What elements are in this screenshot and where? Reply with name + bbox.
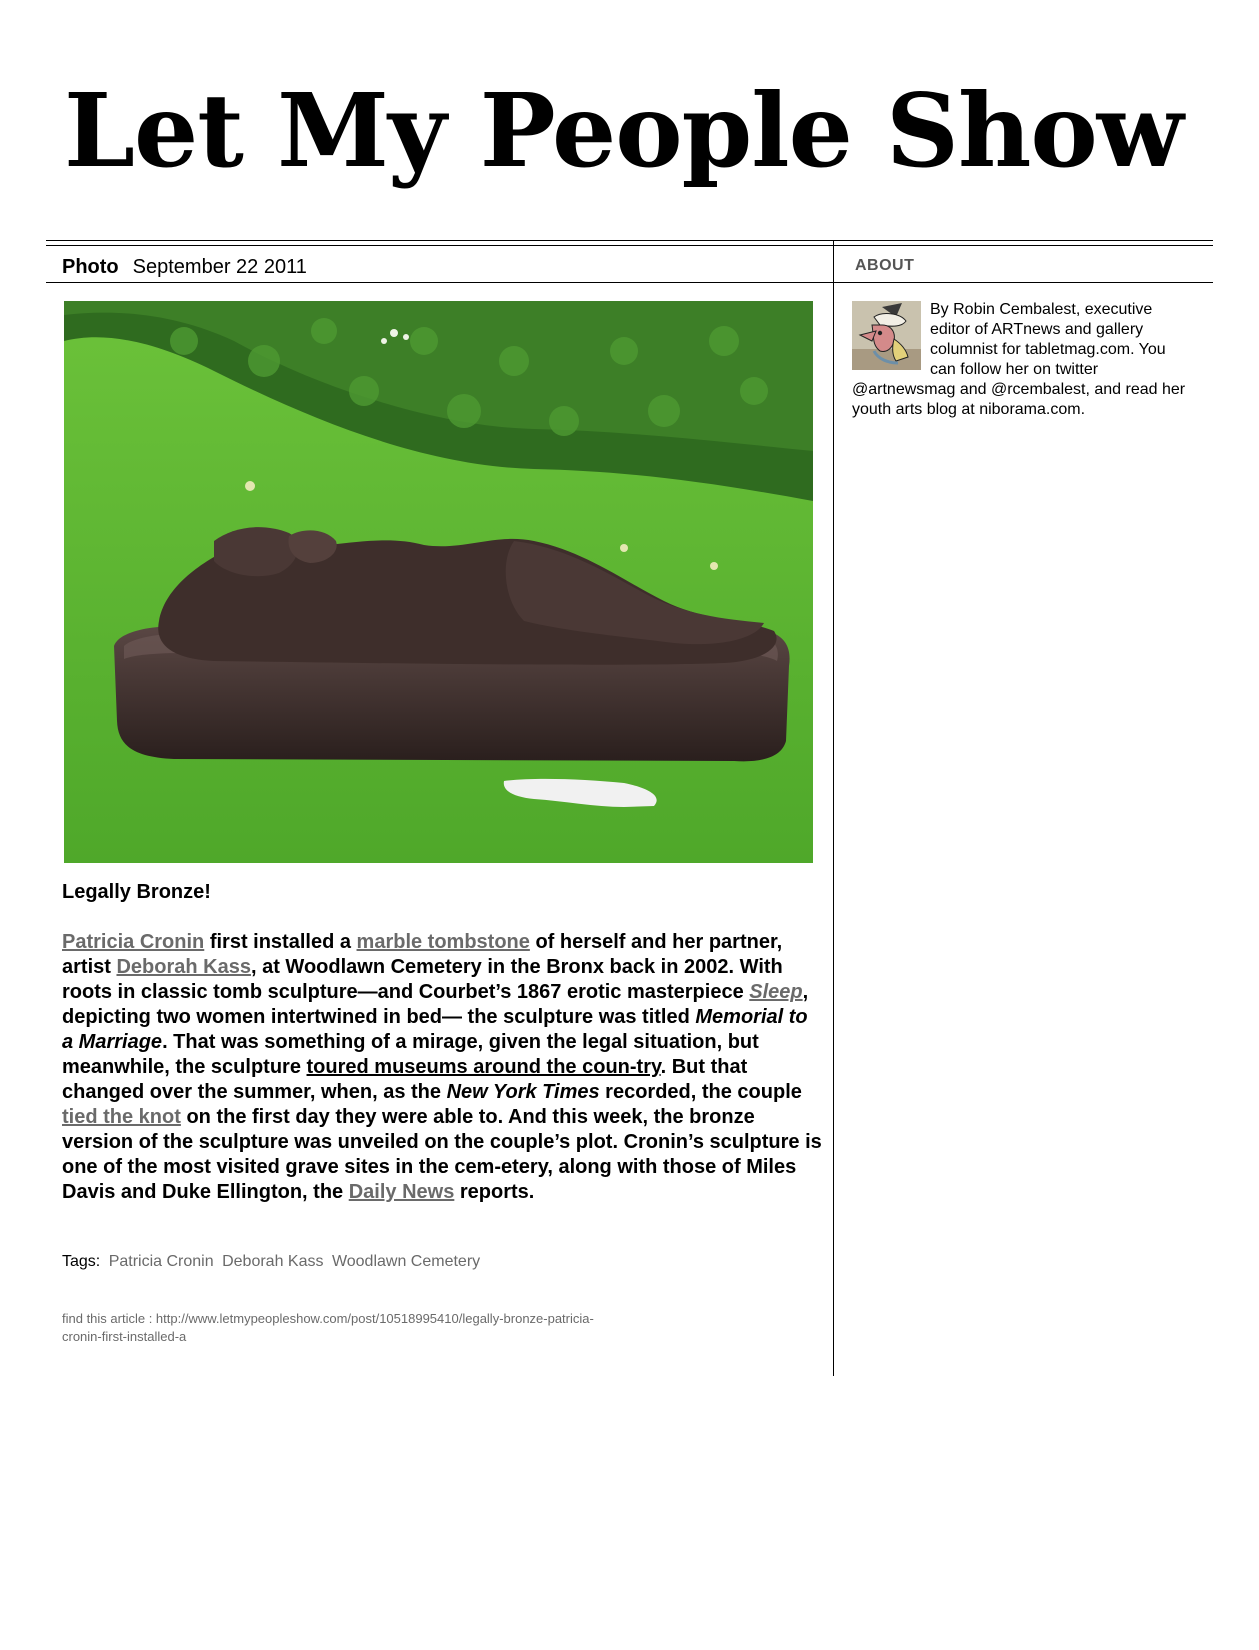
post-type-label: Photo <box>62 256 119 278</box>
body-link[interactable]: tied the knot <box>62 1106 181 1128</box>
permalink-note: find this article : http://www.letmypeopleshow.com/post/10518995410/legally-bronze-patricia-cronin-first-installed-a <box>62 1311 594 1344</box>
body-text: on the first day they were able to. And this week, the bronze version of the sculpture was unveiled on the couple’s plot. Cronin’s sculpture is one of the most visited grave sites in the cem-etery, along with those of Miles Davis and Duke Ellington, the <box>62 1106 822 1203</box>
post-meta <box>62 256 307 278</box>
meta-rule <box>46 282 1213 283</box>
bronze-sculpture-photo <box>64 301 813 863</box>
body-link[interactable]: Patricia Cronin <box>62 931 205 953</box>
tag-link[interactable]: Patricia Cronin <box>108 1253 214 1270</box>
about-bio: By Robin Cembalest, executive editor of ARTnews and gallery columnist for tabletmag.com. You can follow her on twitter @artnewsmag and @rcembalest, and read her youth arts blog at niborama.com. <box>852 301 1186 418</box>
tags-row <box>62 1253 480 1271</box>
article-body <box>62 930 822 1205</box>
header-rule-bottom <box>46 245 1213 246</box>
body-link[interactable]: marble tombstone <box>356 931 530 953</box>
body-text: , at Woodlawn Cemetery in the Bronx back in 2002. With roots in classic tomb sculpture—and Courbet’s 1867 erotic masterpiece <box>62 956 783 1003</box>
post-date[interactable]: September 22 2011 <box>132 256 307 278</box>
body-link[interactable]: Deborah Kass <box>116 956 251 978</box>
body-italic: Memorial to a Marriage <box>62 1006 808 1053</box>
body-text: first installed a <box>204 931 357 953</box>
site-title[interactable]: Let My People Show <box>64 71 1183 190</box>
tags-label: Tags: <box>62 1253 101 1270</box>
body-link[interactable]: Sleep <box>749 981 803 1003</box>
body-link[interactable]: Daily News <box>348 1181 455 1203</box>
body-italic: New York Times <box>446 1081 600 1103</box>
body-text: of herself and her partner, artist <box>62 931 783 978</box>
post-photo[interactable] <box>64 301 813 863</box>
body-text: recorded, the couple <box>599 1081 802 1103</box>
column-divider <box>833 240 834 1376</box>
body-text: . That was something of a mirage, given the legal situation, but meanwhile, the sculpture <box>62 1031 759 1078</box>
body-text: reports. <box>454 1181 535 1203</box>
body-text: . But that changed over the summer, when, as the <box>62 1056 748 1103</box>
about-heading: ABOUT <box>855 257 915 274</box>
tag-link[interactable]: Deborah Kass <box>222 1253 324 1270</box>
tag-link[interactable]: Woodlawn Cemetery <box>331 1253 481 1270</box>
about-text <box>852 300 1192 420</box>
body-link[interactable]: toured museums around the coun-try <box>306 1056 661 1078</box>
body-text: , depicting two women intertwined in bed— the sculpture was titled <box>62 981 809 1028</box>
caption-title: Legally Bronze! <box>62 881 211 903</box>
header-rule-top <box>46 240 1213 241</box>
avatar-spacer <box>852 300 930 378</box>
